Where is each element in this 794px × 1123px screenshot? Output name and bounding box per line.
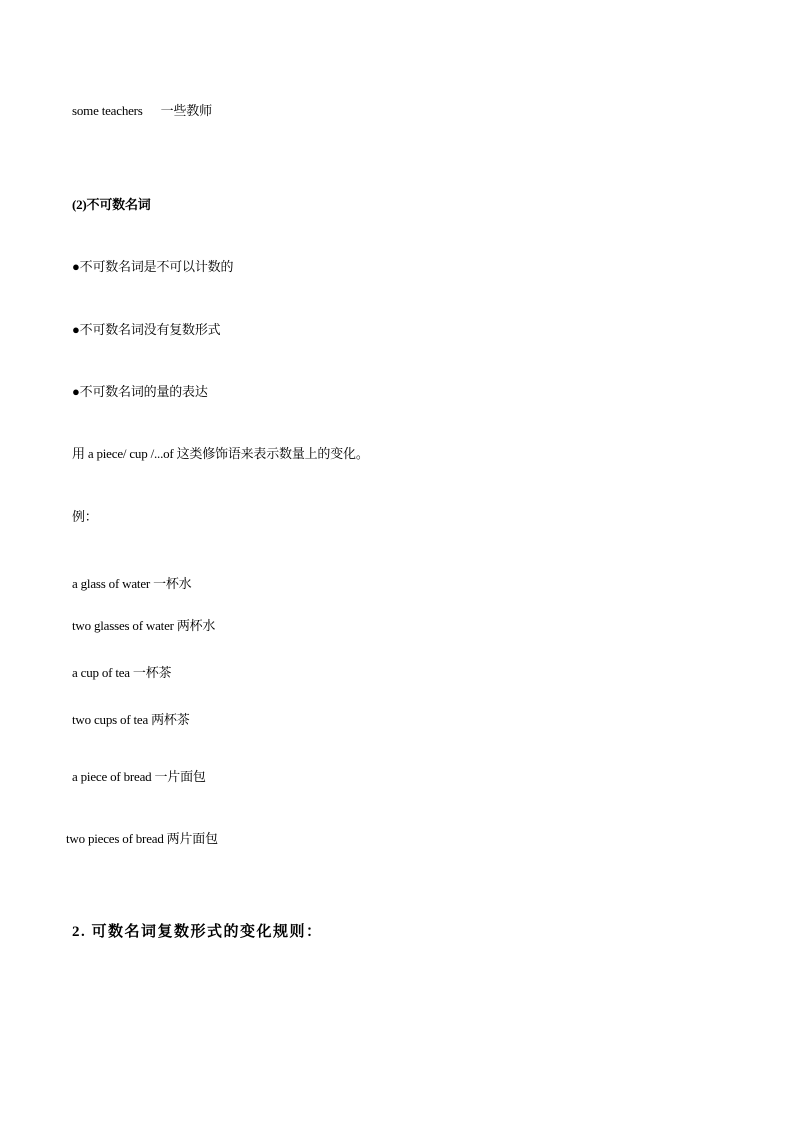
usage-note: 用 a piece/ cup /...of 这类修饰语来表示数量上的变化。 [72, 446, 369, 461]
heading-plural-rules: 2. 可数名词复数形式的变化规则： [72, 924, 323, 940]
section-title-uncountable-nouns: (2)不可数名词 [72, 197, 151, 212]
example-item: a glass of water 一杯水 [72, 576, 192, 591]
example-english: some teachers [72, 103, 143, 118]
bullet-item: ●不可数名词没有复数形式 [72, 322, 221, 337]
example-label: 例： [72, 509, 98, 524]
example-item: two glasses of water 两杯水 [72, 618, 216, 633]
example-item: a piece of bread 一片面包 [72, 769, 206, 784]
example-chinese: 一些教师 [160, 103, 212, 118]
example-item: two cups of tea 两杯茶 [72, 712, 190, 727]
example-some-teachers [72, 103, 212, 119]
example-item: a cup of tea 一杯茶 [72, 665, 172, 680]
bullet-item: ●不可数名词的量的表达 [72, 384, 208, 399]
bullet-item: ●不可数名词是不可以计数的 [72, 259, 234, 274]
example-item: two pieces of bread 两片面包 [66, 831, 218, 846]
